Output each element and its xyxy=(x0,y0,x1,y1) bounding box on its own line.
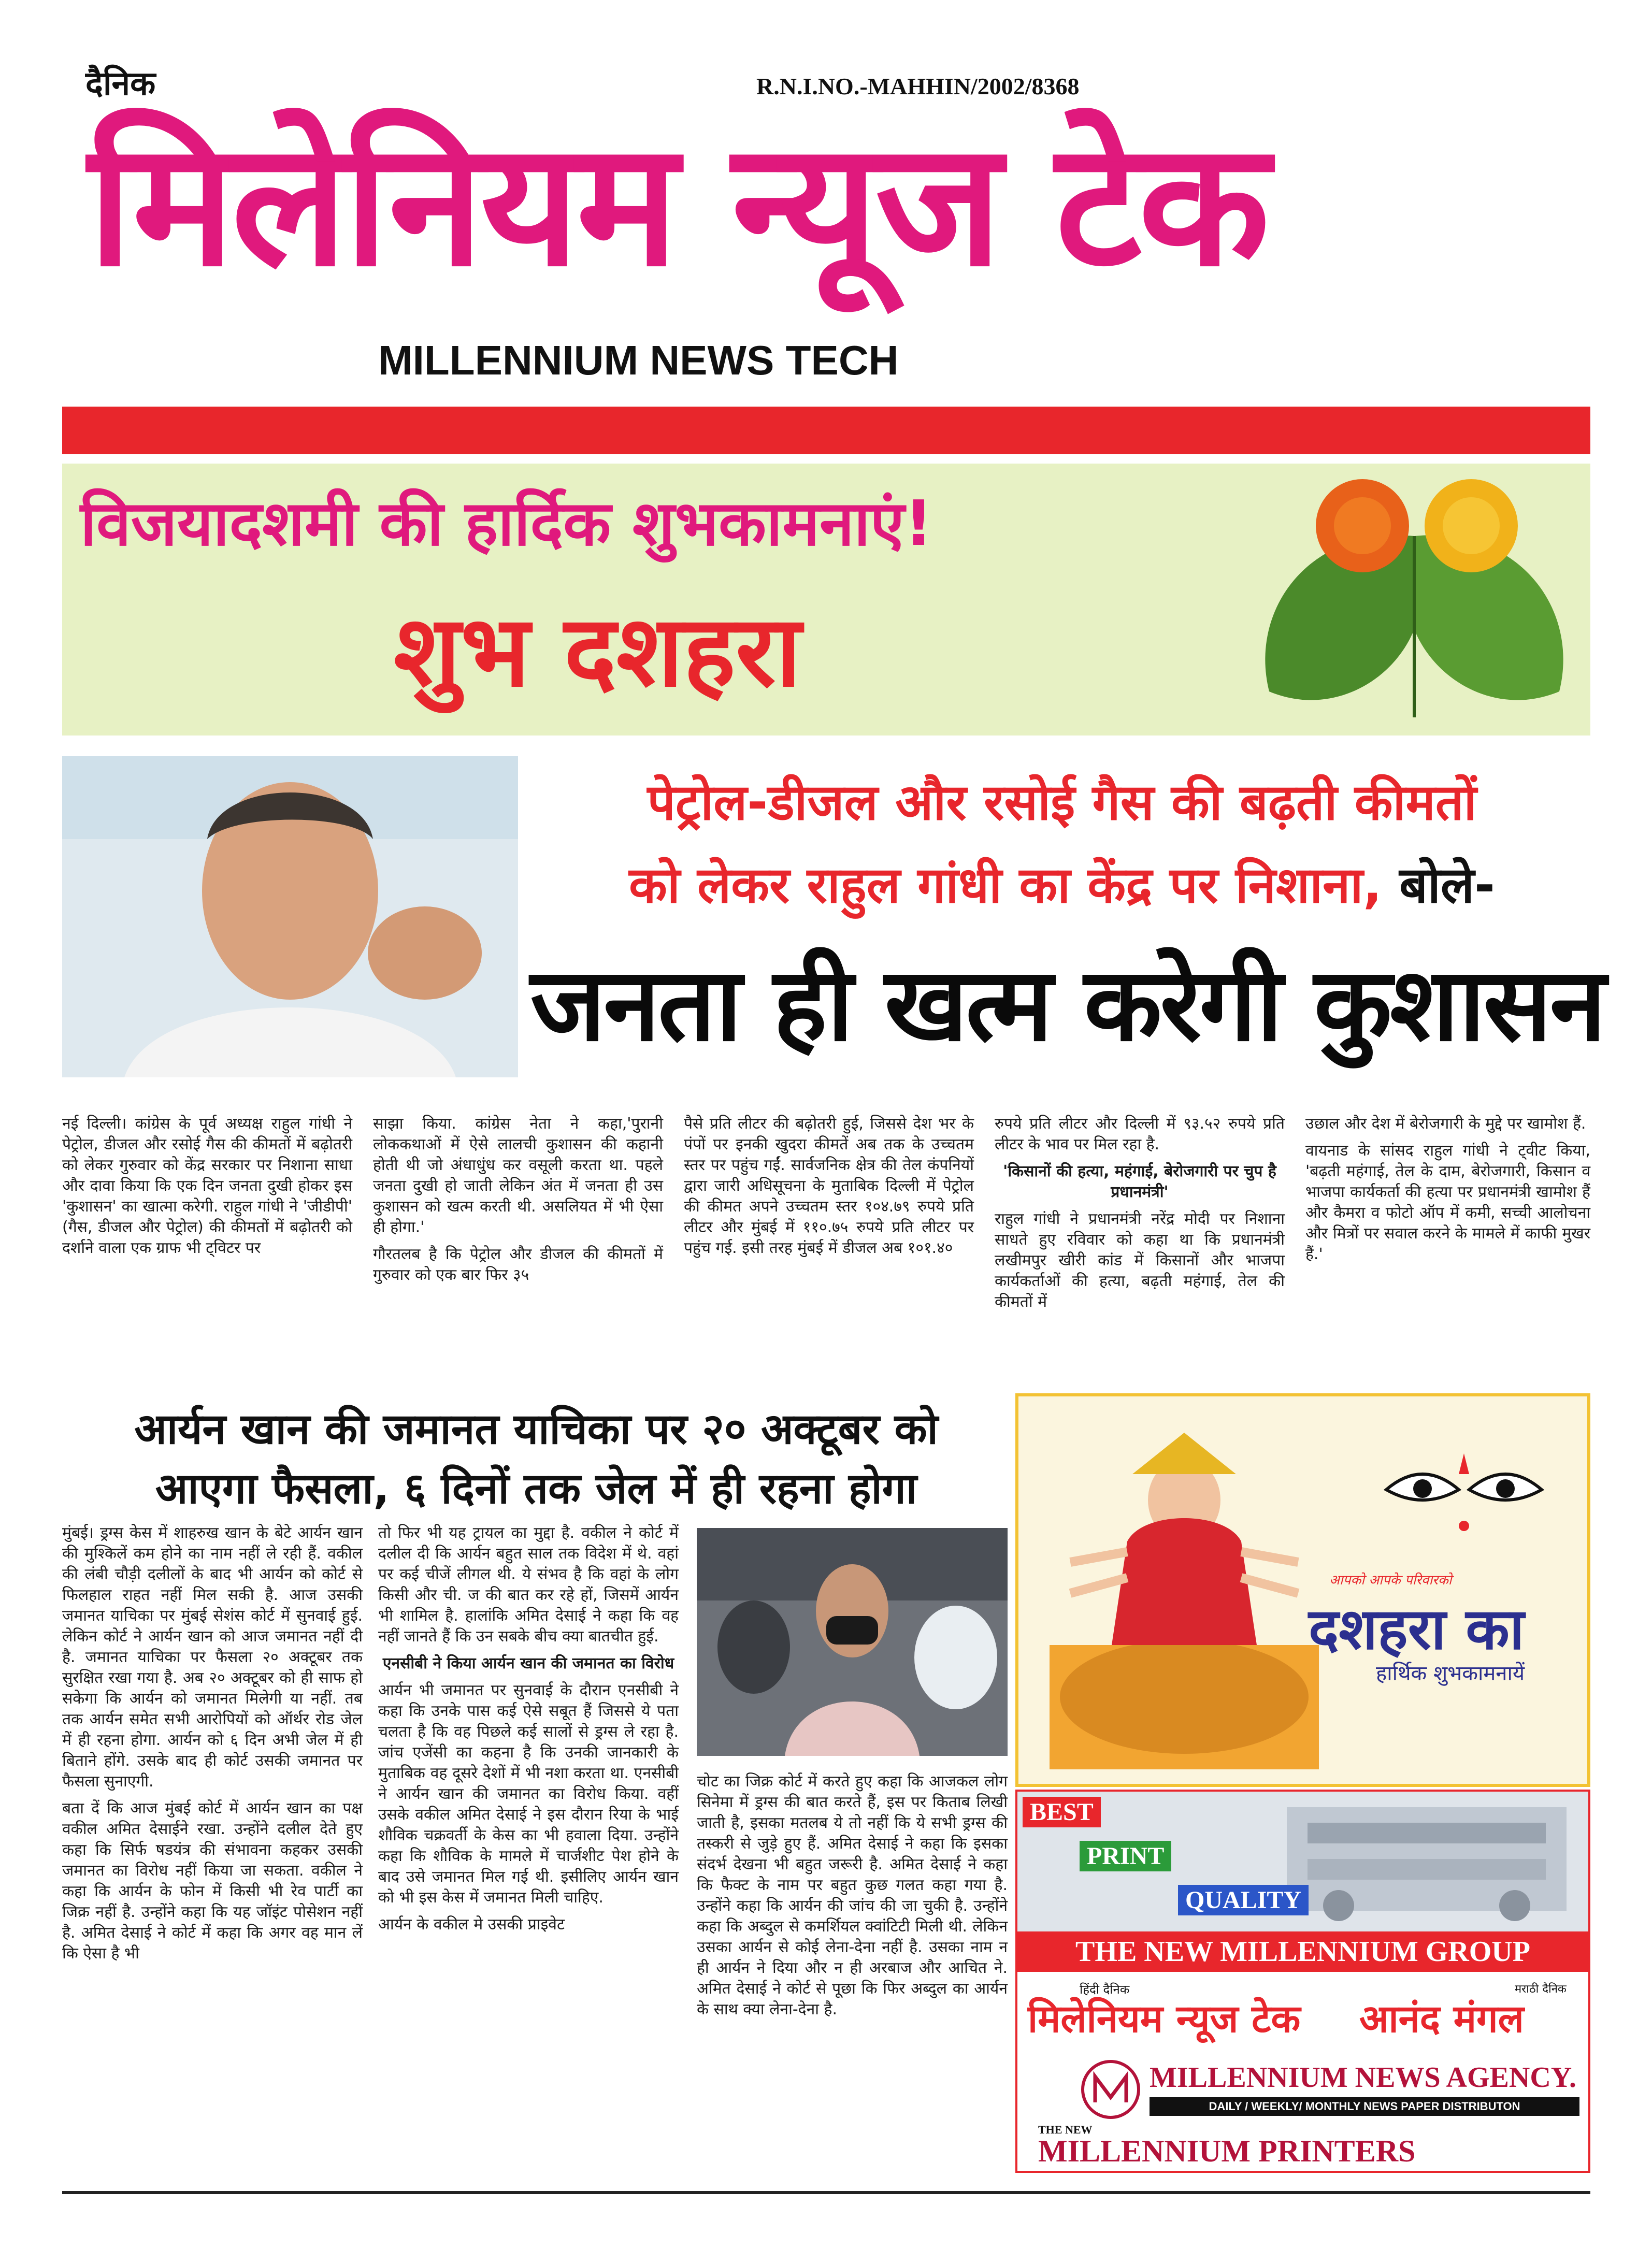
lead-col2-text-b: गौरतलब है कि पेट्रोल और डीजल की कीमतों में गुरुवार को एक बार फिर ३५ xyxy=(373,1245,663,1284)
paper2-small-label: मराठी दैनिक xyxy=(1515,1983,1567,1996)
second-column-2 xyxy=(378,1523,679,1941)
masthead xyxy=(0,0,1652,394)
durga-illustration xyxy=(1050,1427,1319,1769)
lead-column-1 xyxy=(62,1114,352,1265)
lead-col3-text: पैसे प्रति लीटर की बढ़ोतरी हुई, जिससे देश भर के पंपों पर इनकी खुदरा कीमतें अब तक के उच्चतम स्तर पर पहुंच गईं. सार्वजनिक क्षेत्र की तेल कंपनियों द्वारा जारी अधिसूचना के मुताबिक दिल्ली में पेट्रोल की कीमत अपने उच्चतम स्तर १०४.७९ रुपये प्रति लीटर और मुंबई में ११०.७५ रुपये प्रति लीटर पर पहुंच गई. इसी तरह मुंबई में डीजल अब १०१.४० xyxy=(684,1115,974,1257)
rni-number: R.N.I.NO.-MAHHIN/2002/8368 xyxy=(756,73,1080,99)
masthead-english: MILLENNIUM NEWS TECH xyxy=(378,337,899,383)
daily-label: दैनिक xyxy=(85,65,156,103)
banner-title: शुभ दशहरा xyxy=(394,594,801,709)
second-col3-text: चोट का जिक्र कोर्ट में करते हुए कहा कि आजकल लोग सिनेमा में ड्रग्स की बात करते हैं, इस पर किताब लिखी जाती है, इसका मतलब ये तो नहीं कि ये सभी ड्रग्स की तस्करी से जुड़े हुए हैं. अमित देसाई ने कहा कि इसका संदर्भ देखना भी बहुत जरूरी है. अमित देसाई ने कहा कि फैक्ट के नाम पर बहुत कुछ गलत कहा गया है. उन्होंने कहा कि आर्यन की जांच की जा चुकी है. उन्होंने कहा कि अब्दुल से कमर्शियल क्वांटिटी मिली थी. लेकिन उसका आर्यन से कोई लेना-देना नहीं है. उसका नाम न ही आर्यन ने दिया और न ही अरबाज और आचित ने. अमित देसाई ने कोर्ट से पूछा कि फिर अब्दुल का आर्यन के साथ क्या लेना-देना है. xyxy=(697,1772,1008,2018)
lead-column-4 xyxy=(995,1114,1285,1319)
info-bar xyxy=(62,407,1590,454)
agency-subtitle-text: DAILY / WEEKLY/ MONTHLY NEWS PAPER DISTRIBUTON xyxy=(1209,2100,1520,2113)
lead-col1-text: नई दिल्ली। कांग्रेस के पूर्व अध्यक्ष राहुल गांधी ने पेट्रोल, डीजल और रसोई गैस की कीमतों में बढ़ोतरी को लेकर गुरुवार को केंद्र सरकार पर निशाना साधा और दावा किया कि एक दिन जनता दुखी होकर इस 'कुशासन' का खात्मा करेगी. राहुल गांधी ने 'जीडीपी' (गैस, डीजल और पेट्रोल) की कीमतों में बढ़ोतरी को दर्शाने वाला एक ग्राफ भी ट्विटर पर xyxy=(62,1115,352,1257)
millennium-group-ad xyxy=(1015,1790,1590,2173)
lead-col5-text-b: वायनाड के सांसद राहुल गांधी ने ट्वीट किया, 'बढ़ती महंगाई, तेल के दाम, बेरोजगारी, किसान व भाजपा कार्यकर्ता की हत्या पर प्रधानमंत्री खामोश हैं और कैमरा व फोटो ऑप में कमी, सच्ची आलोचना और मित्रों पर सवाल करने के मामले में काफी मुखर हैं.' xyxy=(1305,1142,1590,1263)
agency-name: MILLENNIUM NEWS AGENCY. xyxy=(1150,2061,1577,2094)
masthead-title: मिलेनियम न्यूज टेक xyxy=(88,105,1267,304)
leaf-marigold-illustration xyxy=(1238,474,1590,733)
group-name-bar xyxy=(1017,1931,1588,1972)
lead-column-5 xyxy=(1305,1114,1590,1271)
dussehra-ad xyxy=(1015,1393,1590,1787)
banner-greeting: विजयादशमी की हार्दिक शुभकामनाएं! xyxy=(80,488,933,560)
second-col2-text-c: आर्यन के वकील मे उसकी प्राइवेट xyxy=(378,1915,565,1934)
bottom-rule xyxy=(62,2191,1590,2194)
second-col2-text-b: आर्यन भी जमानत पर सुनवाई के दौरान एनसीबी ने कहा कि उनके पास कई ऐसे सबूत हैं जिससे ये पता चलता है कि वह पिछले कई सालों से ड्रग्स ले रहा है. जांच एजेंसी का कहना है कि उनकी जानकारी के मुताबिक वह दूसरे देशों में भी नशा करता था. एनसीबी ने आर्यन खान की जमानत का विरोध किया. वहीं उसके वकील अमित देसाई ने इस दौरान रिया के भाई शौविक चक्रवर्ती के केस का भी हवाला दिया. उन्होंने कहा कि शौविक के मामले में चार्जशीट पेश होने के बाद उसे जमानत मिल गई थी. इसीलिए आर्यन खान को भी इस केस में जमानत मिली चाहिए. xyxy=(378,1681,679,1907)
ad-subtitle: हार्थिक शुभकामनायें xyxy=(1376,1662,1525,1685)
lead-headline-line2-black: बोले- xyxy=(1382,856,1495,914)
second-col2-text-a: तो फिर भी यह ट्रायल का मुद्दा है. वकील ने कोर्ट में दलील दी कि आर्यन बहुत साल तक विदेश में थे. वहां पर कई चीजें लीगल थी. ये संभव है कि वहां के लोग किसी और ची. ज की बात कर रहे हों, जिसमें आर्यन भी शामिल है. हालांकि अमित देसाई ने कहा कि वह नहीं जानते हैं कि उन सबके बीच क्या बातचीत हुई. xyxy=(378,1524,679,1646)
printers-small-label: THE NEW xyxy=(1038,2123,1093,2136)
second-col1-text-a: मुंबई। ड्रग्स केस में शाहरुख खान के बेटे आर्यन खान की मुश्किलें कम होने का नाम नहीं ले रही हैं. वकील की लंबी चौड़ी दलीलों के बाद भी आर्यन को कोर्ट से फिलहाल राहत नहीं मिल सकी है. आज उसकी जमानत याचिका पर मुंबई सेशंस कोर्ट में सुनवाई हुई. लेकिन कोर्ट ने आर्यन खान को आज जमानत नहीं दी है. जमानत याचिका पर फैसला २० अक्टूबर तक सुरक्षित रखा गया है. अब २० अक्टूबर को ही साफ हो सकेगा कि आर्यन को जमानत मिलेगी या नहीं. तब तक आर्यन समेत सभी आरोपियों को ऑर्थर रोड जेल में ही रहना होगा. आर्यन को ६ दिन अभी जेल में ही बिताने होंगे. उसके बाद ही कोर्ट उसकी जमानत पर फैसला सुनाएगी. xyxy=(62,1524,363,1791)
second-col1-text-b: बता दें कि आज मुंबई कोर्ट में आर्यन खान का पक्ष वकील अमित देसाईने रखा. उन्होंने दलील देते हुए कहा कि सिर्फ षडयंत्र की संभावना कहकर उसकी जमानत का विरोध नहीं किया जा सकता. वकील ने कहा कि आर्यन के फोन में किसी भी रेव पार्टी का जिक्र नहीं है. उन्होंने कहा कि यह जॉइंट पोसेशन नहीं है. अमित देसाई ने कोर्ट में कहा कि अगर वह मान लें कि ऐसा है भी xyxy=(62,1799,363,1963)
lead-headline-line2 xyxy=(534,849,1590,917)
lead-column-3 xyxy=(684,1114,974,1265)
aryan-khan-photo xyxy=(697,1528,1008,1756)
paper2-name: आनंद मंगल xyxy=(1359,1997,1524,2041)
lead-headline-line2-red: को लेकर राहुल गांधी का केंद्र पर निशाना, xyxy=(629,856,1382,914)
lead-col5-text-a: उछाल और देश में बेरोजगारी के मुद्दे पर खामोश हैं. xyxy=(1305,1115,1586,1133)
group-name: THE NEW MILLENNIUM GROUP xyxy=(1075,1936,1530,1968)
nmg-logo-icon xyxy=(1080,2058,1142,2121)
lead-headline-line1: पेट्रोल-डीजल और रसोई गैस की बढ़ती कीमतों xyxy=(647,773,1477,831)
second-column-1 xyxy=(62,1523,363,1970)
ad-title: दशहरा का xyxy=(1309,1596,1525,1662)
lead-col4-text-a: रुपये प्रति लीटर और दिल्ली में ९३.५२ रुपये प्रति लीटर के भाव पर मिल रहा है. xyxy=(995,1115,1285,1153)
paper1-small-label: हिंदी दैनिक xyxy=(1080,1982,1130,1997)
goddess-eyes-icon xyxy=(1376,1443,1552,1547)
second-headline-line2: आएगा फैसला, ६ दिनों तक जेल में ही रहना होगा xyxy=(155,1464,917,1513)
print-label: PRINT xyxy=(1080,1841,1171,1871)
printers-name: MILLENNIUM PRINTERS xyxy=(1038,2134,1416,2168)
lead-col4-subhead: 'किसानों की हत्या, महंगाई, बेरोजगारी पर चुप है प्रधानमंत्री' xyxy=(1003,1162,1276,1201)
lead-column-2 xyxy=(373,1114,663,1292)
agency-subtitle xyxy=(1150,2097,1579,2116)
dussehra-banner xyxy=(62,464,1590,736)
rahul-gandhi-photo xyxy=(62,756,518,1077)
second-headline-line1: आर्यन खान की जमानत याचिका पर २० अक्टूबर को xyxy=(134,1405,938,1454)
second-column-3 xyxy=(697,1771,1008,2026)
best-label: BEST xyxy=(1023,1797,1101,1827)
ad-tagline: आपको आपके परिवारको xyxy=(1329,1573,1452,1588)
quality-label: QUALITY xyxy=(1178,1885,1309,1915)
second-col2-subhead: एनसीबी ने किया आर्यन खान की जमानत का विरोध xyxy=(382,1654,674,1672)
lead-headline-main: जनता ही खत्म करेगी कुशासन xyxy=(530,946,1604,1064)
lead-col4-text-b: राहुल गांधी ने प्रधानमंत्री नरेंद्र मोदी पर निशाना साधते हुए रविवार को कहा था कि प्रधानमंत्री लखीमपुर खीरी कांड में किसानों और भाजपा कार्यकर्ताओं की हत्या, बढ़ती महंगाई, तेल की कीमतों में xyxy=(995,1210,1285,1311)
paper1-name: मिलेनियम न्यूज टेक xyxy=(1028,1997,1301,2041)
lead-col2-text-a: साझा किया. कांग्रेस नेता ने कहा,'पुरानी लोककथाओं में ऐसे लालची कुशासन की कहानी होती थी जो अंधाधुंध कर वसूली करता था. पहले जनता दुखी हो जाती लेकिन अंत में जनता ही उस कुशासन को खत्म करती थी. असलियत में भी ऐसा ही होगा.' xyxy=(373,1115,663,1236)
